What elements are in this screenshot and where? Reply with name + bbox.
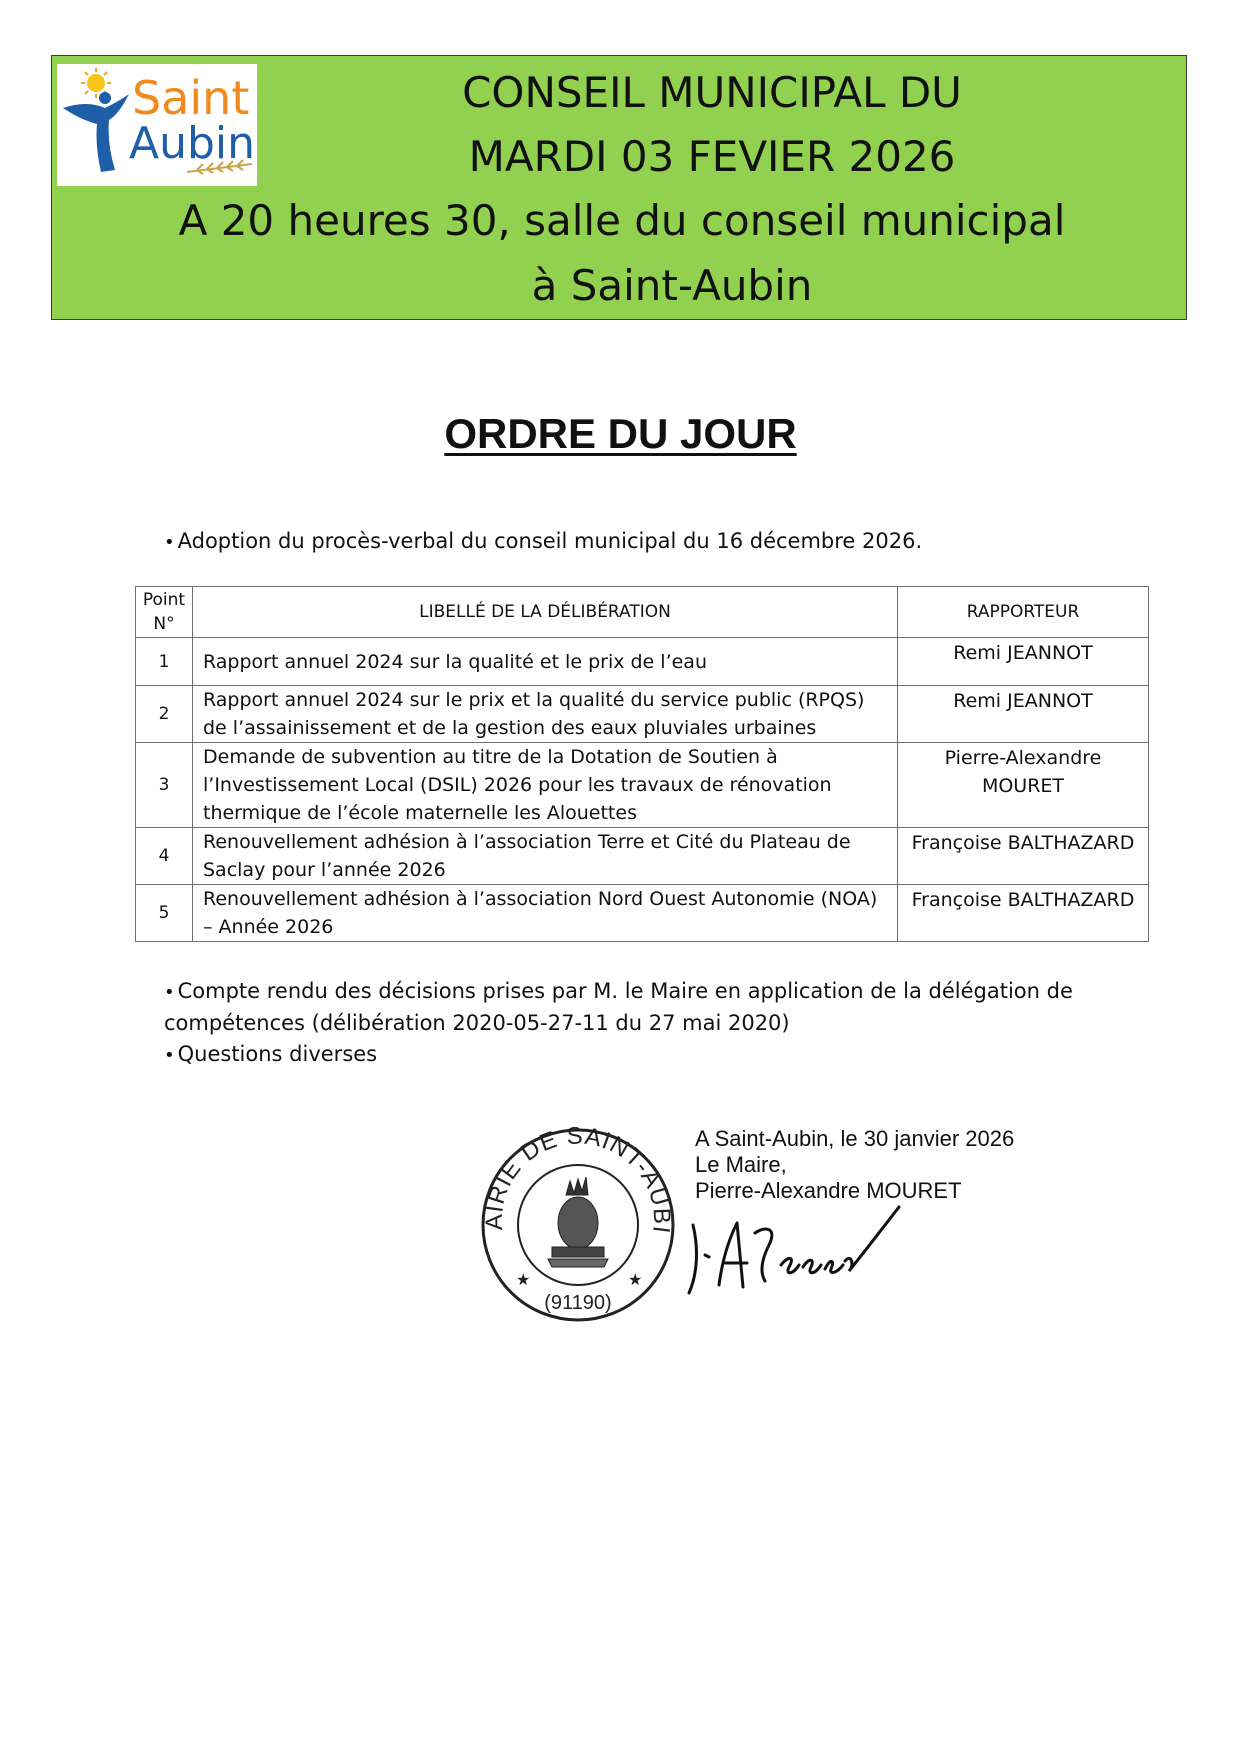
signature-block [695, 1126, 1014, 1204]
mairie-stamp [478, 1125, 678, 1330]
bullet-item: • Compte rendu des décisions prises par M. le Maire en application de la délégation de compétences (délibération 2020-05-27-11 du 27 mai 2020) [164, 979, 1073, 1035]
page-title: ORDRE DU JOUR [444, 410, 797, 457]
libelle-cell: Demande de subvention au titre de la Dotation de Soutien à l’Investissement Local (DSIL) 2026 pour les travaux de rénovation thermique de l’école maternelle les Alouettes [193, 743, 898, 828]
col-header-rapporteur: RAPPORTEUR [898, 587, 1149, 638]
libelle-cell: Rapport annuel 2024 sur le prix et la qualité du service public (RPQS) de l’assainissement et de la gestion des eaux pluviales urbaines [193, 686, 898, 743]
libelle-cell: Renouvellement adhésion à l’association Nord Ouest Autonomie (NOA) – Année 2026 [193, 885, 898, 942]
point-number: 1 [136, 638, 193, 686]
signature-place-date: A Saint-Aubin, le 30 janvier 2026 [695, 1126, 1015, 1151]
header-line-4: à Saint-Aubin [531, 261, 813, 310]
table-row [136, 743, 1149, 828]
bullet-item: • Questions diverses [164, 1042, 378, 1066]
libelle-cell: Renouvellement adhésion à l’association Terre et Cité du Plateau de Saclay pour l’année 2026 [193, 828, 898, 885]
rapporteur-cell: Pierre-Alexandre MOURET [898, 743, 1149, 828]
saint-aubin-logo [57, 64, 257, 186]
bullet-icon: • [164, 982, 175, 1003]
libelle-cell: Rapport annuel 2024 sur la qualité et le prix de l’eau [193, 638, 898, 686]
point-number: 2 [136, 686, 193, 743]
bullet-icon: • [164, 1045, 175, 1066]
table-header-row [136, 587, 1149, 638]
handwritten-signature [685, 1195, 905, 1310]
logo-word-saint: Saint [132, 71, 250, 125]
rapporteur-cell: Remi JEANNOT [898, 638, 1149, 686]
bullet-item: • Adoption du procès-verbal du conseil municipal du 16 décembre 2026. [164, 529, 923, 553]
col-header-point: Point N° [136, 587, 193, 638]
point-number: 3 [136, 743, 193, 828]
table-row [136, 828, 1149, 885]
table-row [136, 885, 1149, 942]
table-row [136, 638, 1149, 686]
point-number: 4 [136, 828, 193, 885]
agenda-table [135, 586, 1149, 942]
stamp-ring-text: AIRIE DE SAINT-AUBI [480, 1125, 676, 1236]
col-header-libelle: LIBELLÉ DE LA DÉLIBÉRATION [193, 587, 898, 638]
header-banner [51, 55, 1187, 320]
point-number: 5 [136, 885, 193, 942]
marianne-emblem-icon [548, 1177, 608, 1267]
bullet-icon: • [164, 532, 175, 553]
logo-word-aubin: Aubin [129, 118, 256, 169]
table-row [136, 686, 1149, 743]
header-line-1: CONSEIL MUNICIPAL DU [462, 68, 962, 117]
rapporteur-cell: Françoise BALTHAZARD [898, 885, 1149, 942]
stamp-star-icon: ★ [516, 1270, 531, 1289]
rapporteur-cell: Françoise BALTHAZARD [898, 828, 1149, 885]
signature-name: Pierre-Alexandre MOURET [695, 1178, 962, 1203]
rapporteur-cell: Remi JEANNOT [898, 686, 1149, 743]
stamp-star-icon: ★ [628, 1270, 643, 1289]
header-line-2: MARDI 03 FEVIER 2026 [468, 132, 956, 181]
signature-role: Le Maire, [695, 1152, 787, 1177]
stamp-code: (91190) [544, 1292, 612, 1314]
header-line-3: A 20 heures 30, salle du conseil municipal [178, 196, 1066, 245]
